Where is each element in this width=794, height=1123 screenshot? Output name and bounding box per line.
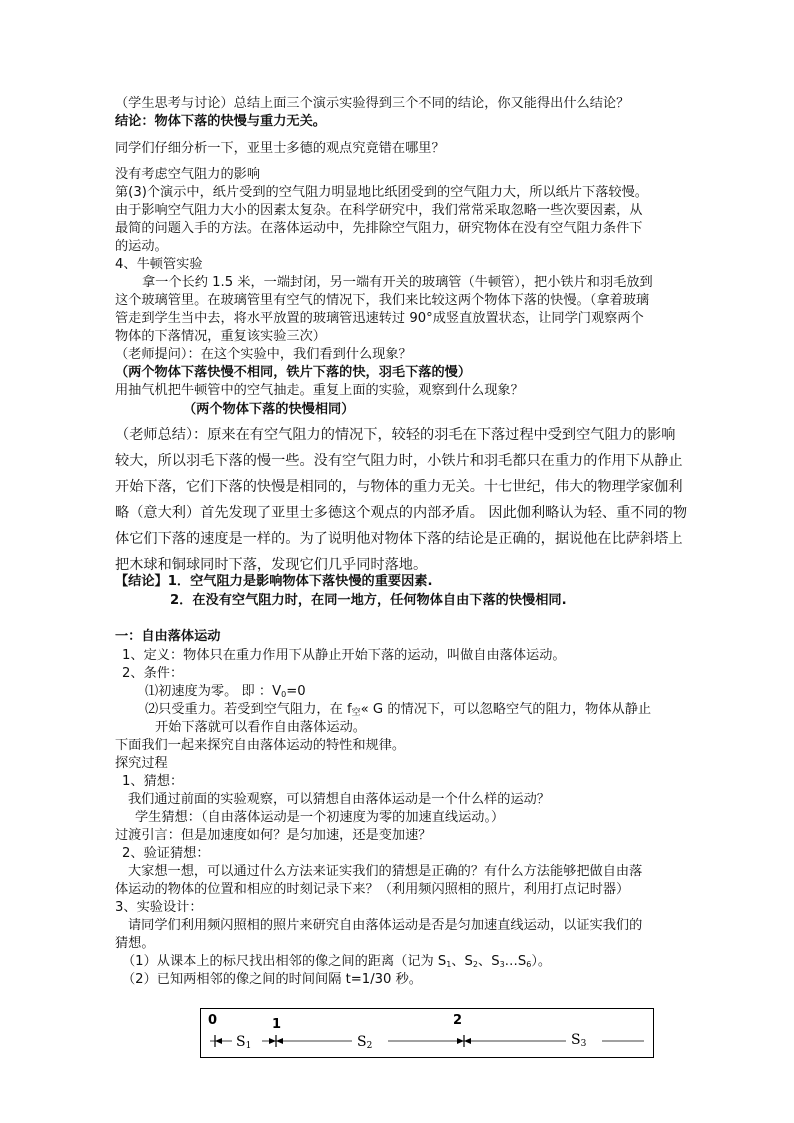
point-label-2: 2 [453, 1013, 463, 1028]
paragraph-line: 物体的下落情况，重复该实验三次） [115, 329, 326, 344]
paragraph-line: 开始下落，它们下落的快慢是相同的，与物体的重力无关。十七世纪，伟大的物理学家伽利 [115, 479, 683, 495]
segment-label-s3: S3 [571, 1032, 587, 1049]
paragraph-line: 体运动的物体的位置和相应的时刻记录下来？（利用频闪照相的照片，利用打点记时器） [115, 882, 630, 897]
paragraph-line: （1）从课本上的标尺找出相邻的像之间的距离（记为 $S_1$、$S_2$、$S_3\dots S_6$）。 [122, 954, 552, 969]
arrowhead [276, 1038, 283, 1044]
conclusion-item: 【结论】1．空气阻力是影响物体下落快慢的重要因素. [115, 574, 433, 589]
paragraph-line: 我们通过前面的实验观察，可以猜想自由落体运动是一个什么样的运动？ [128, 792, 550, 807]
conclusion-item: 2．在没有空气阻力时，在同一地方，任何物体自由下落的快慢相同. [170, 593, 567, 608]
paragraph-line: （老师提问）：在这个实验中，我们看到什么现象？ [115, 347, 412, 362]
strobe-scale-diagram [200, 1008, 654, 1058]
segment-label-s2: S2 [357, 1034, 373, 1051]
section-heading: 4、牛顿管实验 [115, 257, 203, 272]
paragraph-line: 开始下落就可以看作自由落体运动。 [155, 720, 366, 735]
bold-answer: （两个物体下落快慢不相同，铁片下落的快，羽毛下落的慢） [115, 365, 472, 380]
section-title: 一：自由落体运动 [115, 629, 221, 644]
paragraph-line: 下面我们一起来探究自由落体运动的特性和规律。 [115, 738, 406, 753]
paragraph-line: 体它们下落的速度是一样的。为了说明他对物体下落的结论是正确的，据说他在比萨斜塔上 [115, 531, 683, 547]
paragraph-line: 2、条件： [122, 666, 184, 681]
condition-line: ⑴初速度为零。 即 ：$V_0=0$ [145, 684, 306, 699]
paragraph-line: 用抽气机把牛顿管中的空气抽走。重复上面的实验，观察到什么现象？ [115, 383, 524, 398]
paragraph-line: 猜想。 [115, 936, 155, 951]
paragraph-line: 最简的问题入手的方法。在落体运动中，先排除空气阻力，研究物体在没有空气阻力条件下 [115, 221, 643, 236]
paragraph-line: （学生思考与讨论）总结上面三个演示实验得到三个不同的结论，你又能得出什么结论？ [115, 96, 630, 111]
paragraph-line: 由于影响空气阻力大小的因素太复杂。在科学研究中，我们常常采取忽略一些次要因素，从 [115, 203, 643, 218]
paragraph-line: 把木球和铜球同时下落，发现它们几乎同时落地。 [115, 557, 428, 573]
paragraph-line: 没有考虑空气阻力的影响 [115, 167, 261, 182]
paragraph-line: 1、定义：物体只在重力作用下从静止开始下落的运动，叫做自由落体运动。 [122, 648, 566, 663]
point-label-0: 0 [208, 1013, 218, 1028]
paragraph-line: （老师总结）：原来在有空气阻力的情况下，较轻的羽毛在下落过程中受到空气阻力的影响 [115, 427, 676, 443]
arrowhead [269, 1038, 276, 1044]
paragraph-line: 过渡引言：但是加速度如何？是匀加速，还是变加速？ [115, 828, 432, 843]
paragraph-line: 拿一个长约 1.5 米，一端封闭，另一端有开关的玻璃管（牛顿管），把小铁片和羽毛放到 [142, 275, 653, 290]
paragraph-line: 大家想一想，可以通过什么方法来证实我们的猜想是正确的？有什么方法能够把做自由落 [128, 864, 643, 879]
paragraph-line: 学生猜想：（自由落体运动是一个初速度为零的加速直线运动。） [135, 810, 505, 825]
paragraph-line: 略（意大利）首先发现了亚里士多德这个观点的内部矛盾。 因此伽利略认为轻、重不同的物 [115, 505, 688, 521]
paragraph-line: 探究过程 [115, 756, 168, 771]
paragraph-line: 同学们仔细分析一下，亚里士多德的观点究竟错在哪里？ [115, 141, 445, 156]
paragraph-line: 较大，所以羽毛下落的慢一些。没有空气阻力时，小铁片和羽毛都只在重力的作用下从静止 [115, 453, 683, 469]
paragraph-line: 请同学们利用频闪照相的照片来研究自由落体运动是否是匀加速直线运动，以证实我们的 [128, 918, 643, 933]
arrowhead [464, 1038, 471, 1044]
arrowhead [215, 1038, 222, 1044]
paragraph-line: 这个玻璃管里。在玻璃管里有空气的情况下，我们来比较这两个物体下落的快慢。（拿着玻璃 [115, 293, 650, 308]
condition-line: ⑵只受重力。若受到空气阻力，在 $f_空«$ G 的情况下，可以忽略空气的阻力，物体从静止 [145, 702, 652, 718]
paragraph-line: 2、验证猜想： [122, 846, 210, 861]
paragraph-line: 第(3)个演示中，纸片受到的空气阻力明显地比纸团受到的空气阻力大，所以纸片下落较慢。 [115, 185, 648, 200]
segment-label-s1: S1 [236, 1034, 252, 1051]
paragraph-line: 管走到学生当中去，将水平放置的玻璃管迅速转过 90°成竖直放置状态，让同学门观察两个 [115, 311, 644, 326]
paragraph-line: （2）已知两相邻的像之间的时间间隔 t=1/30 秒。 [122, 972, 422, 987]
paragraph-line: 3、实验设计： [115, 900, 203, 915]
conclusion-heading: 结论：物体下落的快慢与重力无关。 [115, 114, 326, 129]
bold-answer: （两个物体下落的快慢相同） [183, 402, 355, 417]
paragraph-line: 的运动。 [115, 239, 168, 254]
paragraph-line: 1、猜想： [122, 774, 184, 789]
point-label-1: 1 [272, 1017, 282, 1032]
arrowhead [457, 1038, 464, 1044]
